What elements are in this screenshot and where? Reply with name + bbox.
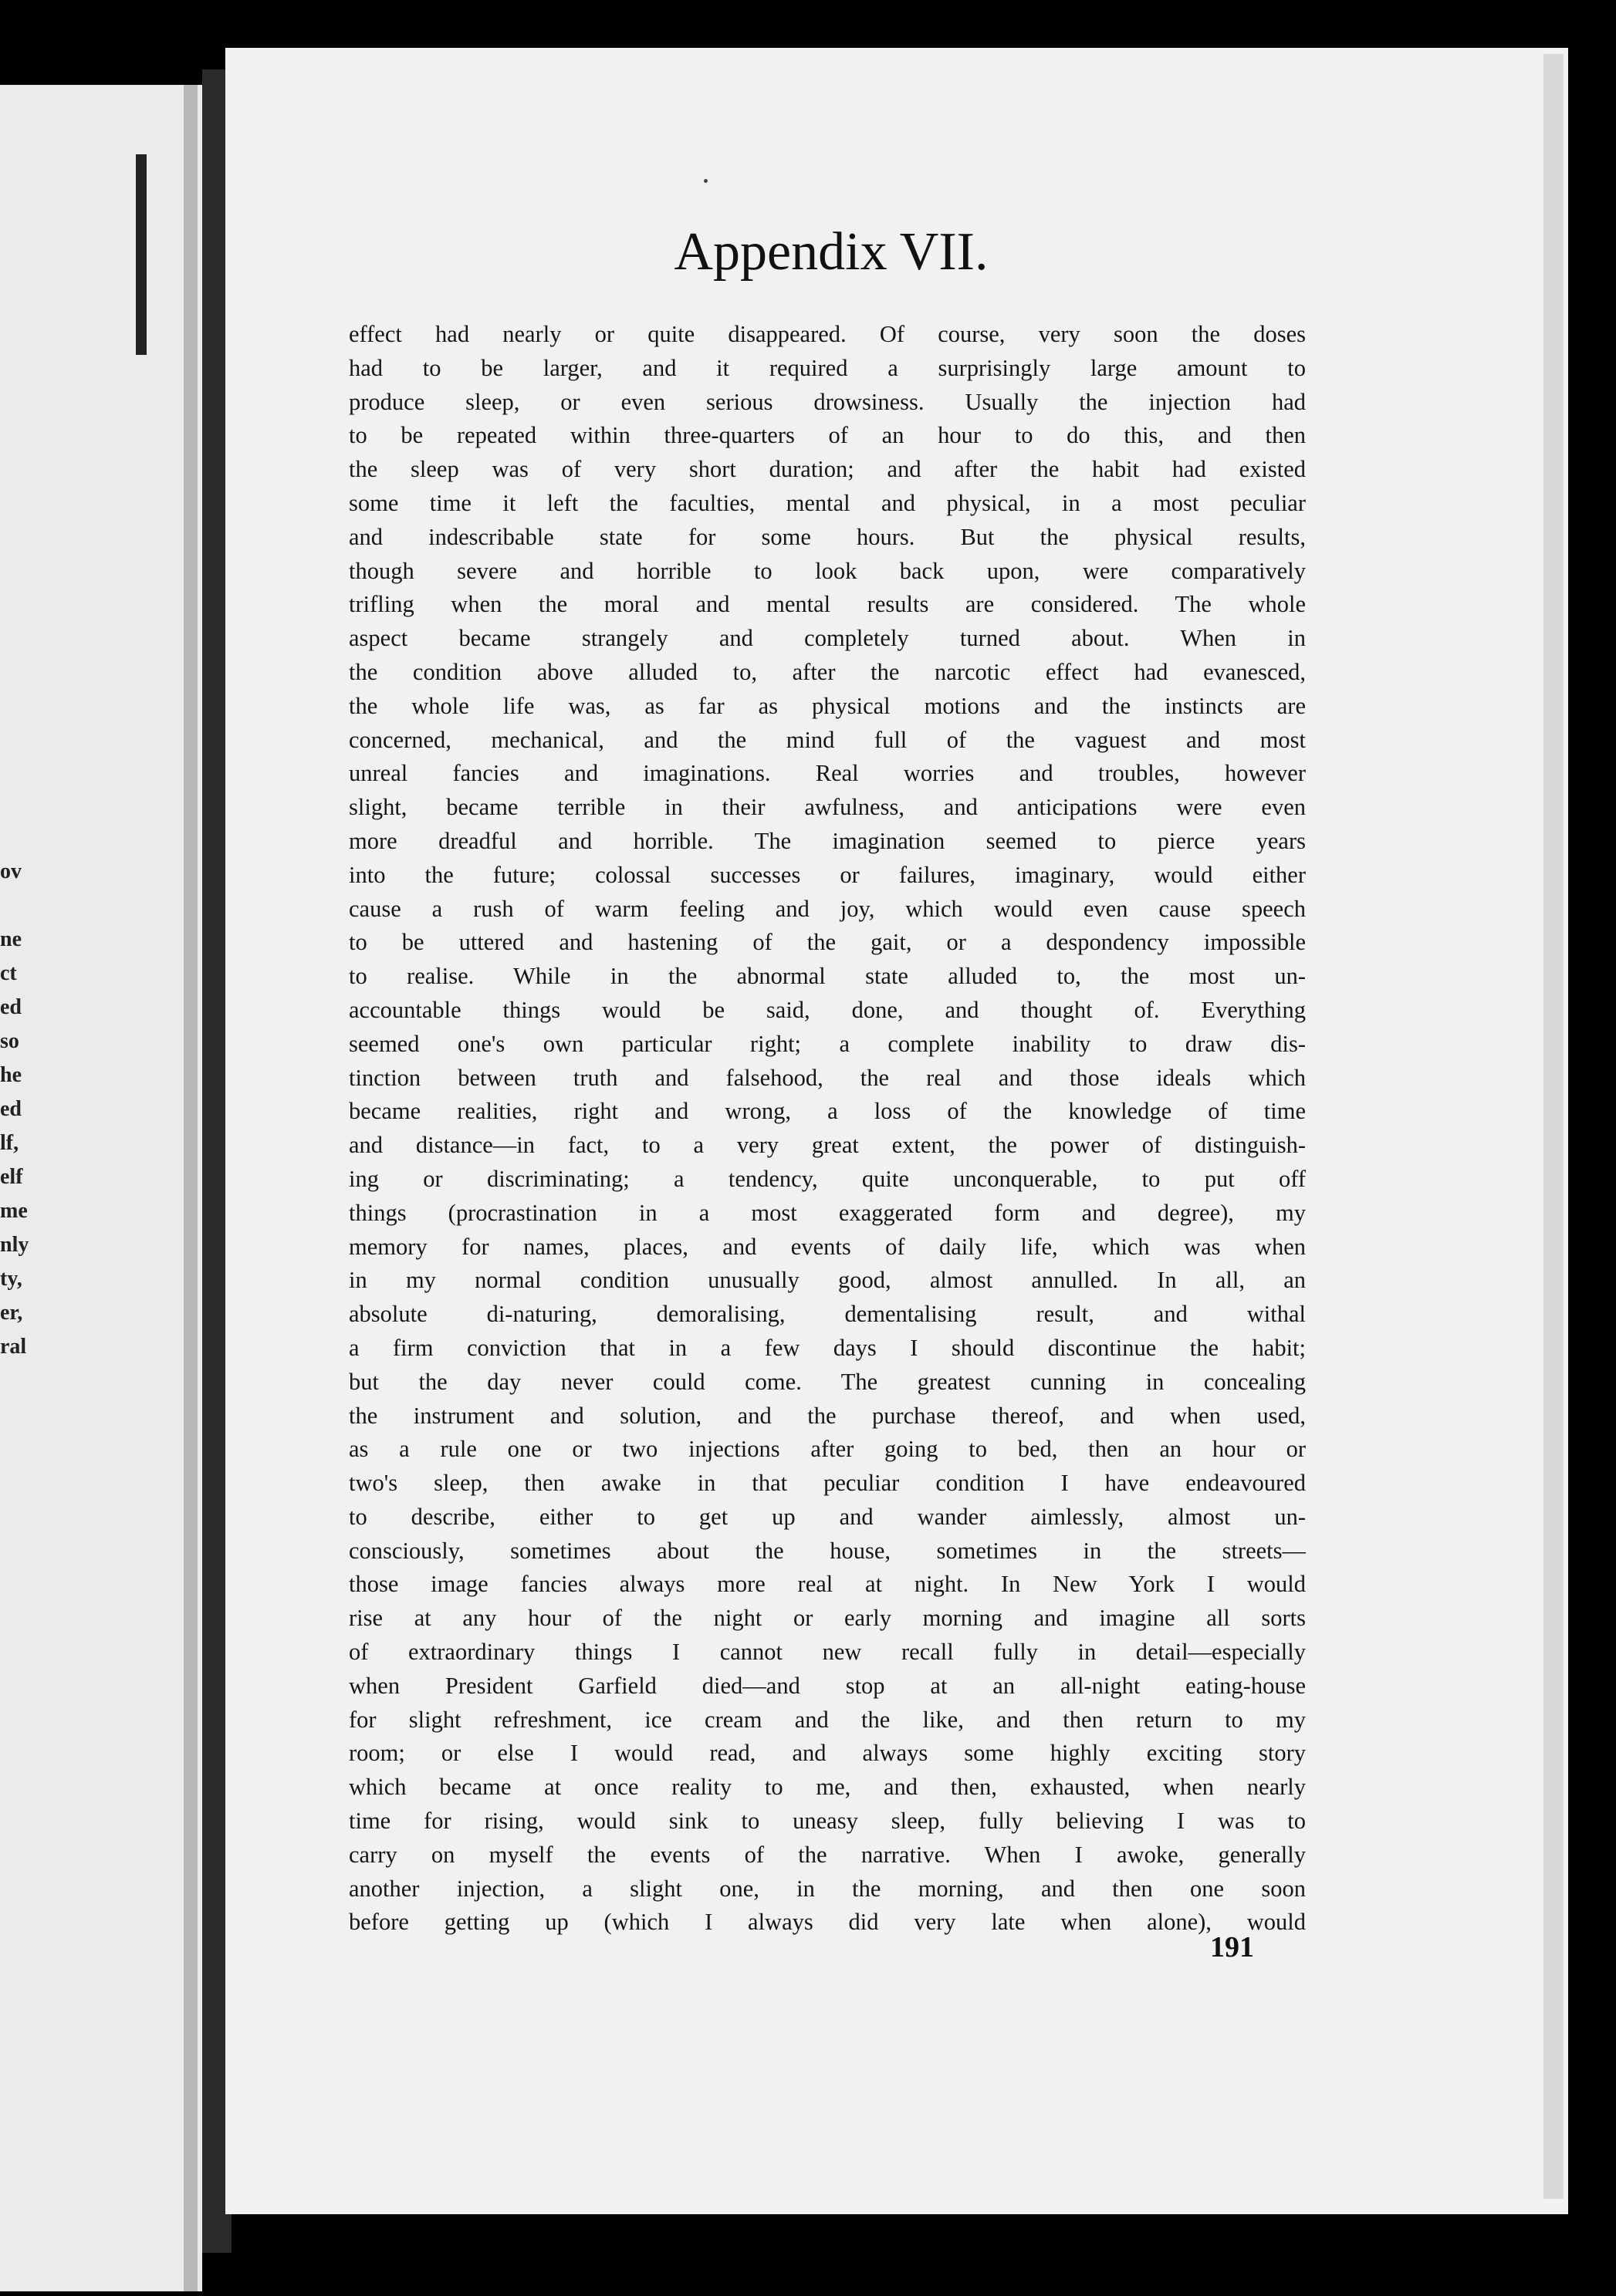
left-page-fragment: lf, bbox=[0, 1131, 19, 1155]
text-line: into the future; colossal successes or failures, imaginary, would either bbox=[349, 861, 1306, 888]
page-number: 191 bbox=[1210, 1931, 1254, 1963]
text-line: seemed one's own particular right; a complete inability to draw dis- bbox=[349, 1030, 1306, 1057]
left-page-fragment: ne bbox=[0, 927, 22, 951]
left-page-fragment: elf bbox=[0, 1165, 23, 1189]
text-line: absolute di-naturing, demoralising, dementalising result, and withal bbox=[349, 1301, 1306, 1328]
text-line: which became at once reality to me, and then, exhausted, when nearly bbox=[349, 1774, 1306, 1801]
page-content bbox=[349, 218, 1306, 1940]
left-page-fragment: ty, bbox=[0, 1267, 22, 1291]
left-page-fragment: so bbox=[0, 1029, 19, 1053]
left-page-fragment: nly bbox=[0, 1233, 29, 1257]
text-line: though severe and horrible to look back upon, were comparatively bbox=[349, 557, 1306, 584]
text-line: to describe, either to get up and wander aimlessly, almost un- bbox=[349, 1503, 1306, 1530]
text-line: things (procrastination in a most exaggerated form and degree), my bbox=[349, 1199, 1306, 1226]
body-text bbox=[349, 318, 1306, 1940]
text-line: produce sleep, or even serious drowsiness. Usually the injection had bbox=[349, 388, 1306, 415]
text-line: when President Garfield died—and stop at an all-night eating-house bbox=[349, 1672, 1306, 1699]
left-page-fragment: ed bbox=[0, 1097, 22, 1121]
text-line: unreal fancies and imaginations. Real worries and troubles, however bbox=[349, 760, 1306, 787]
text-line: carry on myself the events of the narrative. When I awoke, generally bbox=[349, 1841, 1306, 1868]
text-line: accountable things would be said, done, and thought of. Everything bbox=[349, 996, 1306, 1023]
left-page-text-fragments bbox=[0, 855, 46, 1364]
text-line: to be uttered and hastening of the gait, or a despondency impossible bbox=[349, 929, 1306, 956]
left-page-margin-mark bbox=[136, 154, 147, 355]
text-line: concerned, mechanical, and the mind full of the vaguest and most bbox=[349, 726, 1306, 753]
text-line: in my normal condition unusually good, almost annulled. In all, an bbox=[349, 1267, 1306, 1294]
text-line: the sleep was of very short duration; and after the habit had existed bbox=[349, 456, 1306, 483]
text-line: the condition above alluded to, after the narcotic effect had evanesced, bbox=[349, 658, 1306, 685]
text-line: aspect became strangely and completely turned about. When in bbox=[349, 625, 1306, 652]
speck bbox=[704, 179, 708, 183]
text-line: a firm conviction that in a few days I should discontinue the habit; bbox=[349, 1334, 1306, 1361]
text-line: slight, became terrible in their awfulness, and anticipations were even bbox=[349, 794, 1306, 821]
left-page-fragment: er, bbox=[0, 1301, 23, 1325]
left-page-fragment: me bbox=[0, 1199, 28, 1223]
text-line: before getting up (which I always did very late when alone), would bbox=[349, 1909, 1306, 1936]
text-line: trifling when the moral and mental results are considered. The whole bbox=[349, 591, 1306, 618]
text-line: the instrument and solution, and the purchase thereof, and when used, bbox=[349, 1402, 1306, 1429]
text-line: room; or else I would read, and always some highly exciting story bbox=[349, 1740, 1306, 1767]
left-page-fragment: ct bbox=[0, 961, 17, 985]
text-line: rise at any hour of the night or early morning and imagine all sorts bbox=[349, 1605, 1306, 1632]
text-line: two's sleep, then awake in that peculiar condition I have endeavoured bbox=[349, 1470, 1306, 1497]
page-title: Appendix VII. bbox=[674, 222, 989, 282]
text-line: tinction between truth and falsehood, the real and those ideals which bbox=[349, 1064, 1306, 1091]
text-line: but the day never could come. The greatest cunning in concealing bbox=[349, 1368, 1306, 1395]
text-line: consciously, sometimes about the house, sometimes in the streets— bbox=[349, 1537, 1306, 1564]
text-line: effect had nearly or quite disappeared. Of course, very soon the doses bbox=[349, 321, 1306, 347]
text-line: some time it left the faculties, mental and physical, in a most peculiar bbox=[349, 489, 1306, 516]
left-page-gutter bbox=[184, 85, 198, 2291]
left-page-fragment: ed bbox=[0, 995, 22, 1019]
text-line: and indescribable state for some hours. But the physical results, bbox=[349, 523, 1306, 550]
text-line: to be repeated within three-quarters of an hour to do this, and then bbox=[349, 422, 1306, 449]
text-line: for slight refreshment, ice cream and the like, and then return to my bbox=[349, 1706, 1306, 1733]
left-page-fragment: he bbox=[0, 1063, 22, 1087]
text-line: cause a rush of warm feeling and joy, which would even cause speech bbox=[349, 895, 1306, 922]
text-line: of extraordinary things I cannot new recall fully in detail—especially bbox=[349, 1639, 1306, 1666]
right-page-edge bbox=[1543, 54, 1564, 2199]
text-line: to realise. While in the abnormal state alluded to, the most un- bbox=[349, 963, 1306, 990]
left-page-fragment bbox=[0, 889, 46, 923]
left-page-fragment: ov bbox=[0, 859, 22, 883]
text-line: those image fancies always more real at night. In New York I would bbox=[349, 1571, 1306, 1598]
text-line: had to be larger, and it required a surprisingly large amount to bbox=[349, 354, 1306, 381]
text-line: ing or discriminating; a tendency, quite unconquerable, to put off bbox=[349, 1165, 1306, 1192]
text-line: time for rising, would sink to uneasy sleep, fully believing I was to bbox=[349, 1808, 1306, 1835]
text-line: became realities, right and wrong, a loss of the knowledge of time bbox=[349, 1098, 1306, 1125]
text-line: more dreadful and horrible. The imagination seemed to pierce years bbox=[349, 827, 1306, 854]
text-line: and distance—in fact, to a very great extent, the power of distinguish- bbox=[349, 1132, 1306, 1159]
text-line: the whole life was, as far as physical motions and the instincts are bbox=[349, 692, 1306, 719]
left-page-fragment: ral bbox=[0, 1335, 27, 1359]
text-line: memory for names, places, and events of daily life, which was when bbox=[349, 1233, 1306, 1260]
text-line: another injection, a slight one, in the morning, and then one soon bbox=[349, 1875, 1306, 1902]
text-line: as a rule one or two injections after going to bed, then an hour or bbox=[349, 1436, 1306, 1463]
